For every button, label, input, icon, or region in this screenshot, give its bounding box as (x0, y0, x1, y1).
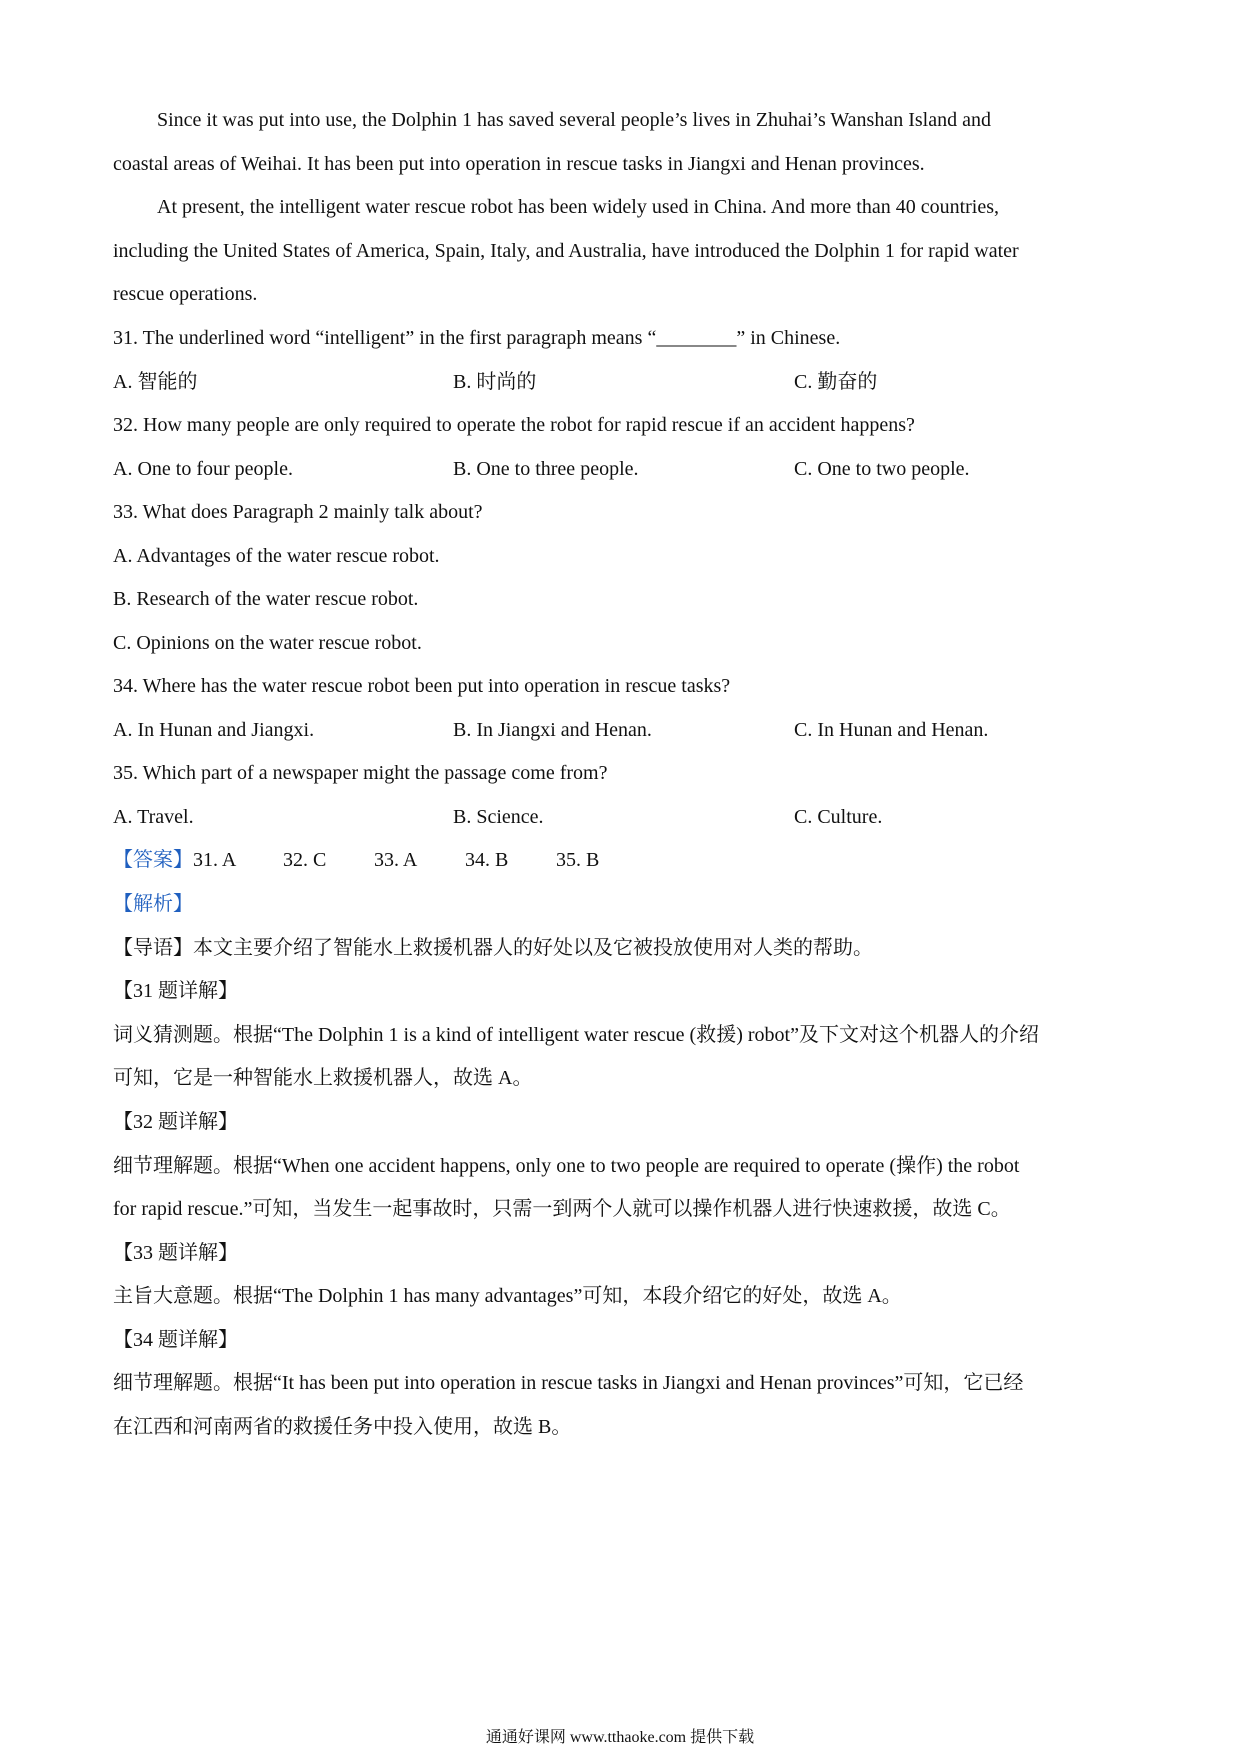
q32-detail-line1: 细节理解题。根据“When one accident happens, only one to two people are required to operate (操作) the robot (113, 1155, 1020, 1177)
q34-detail-line2: 在江西和河南两省的救援任务中投入使用，故选 B。 (113, 1416, 572, 1438)
q32-detail-line2: for rapid rescue.”可知，当发生一起事故时，只需一到两个人就可以操作机器人进行快速救援，故选 C。 (113, 1198, 1011, 1220)
question-33-option-b: B. Research of the water rescue robot. (113, 588, 419, 610)
question-32-option-c: C. One to two people. (794, 458, 970, 480)
question-34-stem: 34. Where has the water rescue robot been put into operation in rescue tasks? (113, 675, 731, 697)
question-31-option-c: C. 勤奋的 (794, 371, 878, 393)
question-35-stem: 35. Which part of a newspaper might the passage come from? (113, 762, 608, 784)
question-35-option-b: B. Science. (453, 806, 544, 828)
q31-detail-line2: 可知，它是一种智能水上救援机器人，故选 A。 (113, 1067, 533, 1089)
q33-detail-line1: 主旨大意题。根据“The Dolphin 1 has many advantages”可知，本段介绍它的好处，故选 A。 (113, 1285, 902, 1307)
passage-p4-line3: rescue operations. (113, 283, 258, 305)
q33-detail-title: 【33 题详解】 (113, 1242, 238, 1264)
answer-line (113, 846, 599, 874)
question-33-option-c: C. Opinions on the water rescue robot. (113, 632, 422, 654)
q34-detail-title: 【34 题详解】 (113, 1329, 238, 1351)
question-31-option-b: B. 时尚的 (453, 371, 537, 393)
q34-detail-line1: 细节理解题。根据“It has been put into operation in rescue tasks in Jiangxi and Henan provinces”可知，它已经 (113, 1372, 1024, 1394)
question-32-option-a: A. One to four people. (113, 458, 293, 480)
question-31-option-a: A. 智能的 (113, 371, 198, 393)
page-footer: 通通好课网 www.tthaoke.com 提供下载 (485, 1729, 755, 1746)
answer-item: 33. A (374, 849, 418, 871)
question-32-stem: 32. How many people are only required to operate the robot for rapid rescue if an accident happens? (113, 414, 915, 436)
analysis-label: 【解析】 (113, 893, 193, 915)
question-35-option-a: A. Travel. (113, 806, 194, 828)
question-34-option-b: B. In Jiangxi and Henan. (453, 719, 652, 741)
question-34-option-c: C. In Hunan and Henan. (794, 719, 989, 741)
passage-p3-line1: Since it was put into use, the Dolphin 1 has saved several people’s lives in Zhuhai’s Wanshan Island and (157, 109, 991, 131)
answer-label: 【答案】 (113, 849, 193, 871)
question-33-option-a: A. Advantages of the water rescue robot. (113, 545, 440, 567)
q31-detail-title: 【31 题详解】 (113, 980, 238, 1002)
q31-detail-line1: 词义猜测题。根据“The Dolphin 1 is a kind of intelligent water rescue (救援) robot”及下文对这个机器人的介绍 (113, 1024, 1039, 1046)
answer-item: 32. C (283, 849, 327, 871)
question-33-stem: 33. What does Paragraph 2 mainly talk about? (113, 501, 483, 523)
answer-item: 34. B (465, 849, 509, 871)
passage-p3-line2: coastal areas of Weihai. It has been put into operation in rescue tasks in Jiangxi and Henan provinces. (113, 153, 925, 175)
answer-item: 35. B (556, 849, 600, 871)
question-32-option-b: B. One to three people. (453, 458, 639, 480)
passage-p4-line2: including the United States of America, Spain, Italy, and Australia, have introduced the Dolphin 1 for rapid water (113, 240, 1019, 262)
analysis-intro: 【导语】本文主要介绍了智能水上救援机器人的好处以及它被投放使用对人类的帮助。 (113, 937, 873, 959)
q32-detail-title: 【32 题详解】 (113, 1111, 238, 1133)
question-35-option-c: C. Culture. (794, 806, 883, 828)
question-31-stem: 31. The underlined word “intelligent” in the first paragraph means “________” in Chinese. (113, 327, 841, 349)
passage-p4-line1: At present, the intelligent water rescue robot has been widely used in China. And more than 40 countries, (157, 196, 1000, 218)
answer-item: 31. A (193, 849, 237, 871)
question-34-option-a: A. In Hunan and Jiangxi. (113, 719, 315, 741)
